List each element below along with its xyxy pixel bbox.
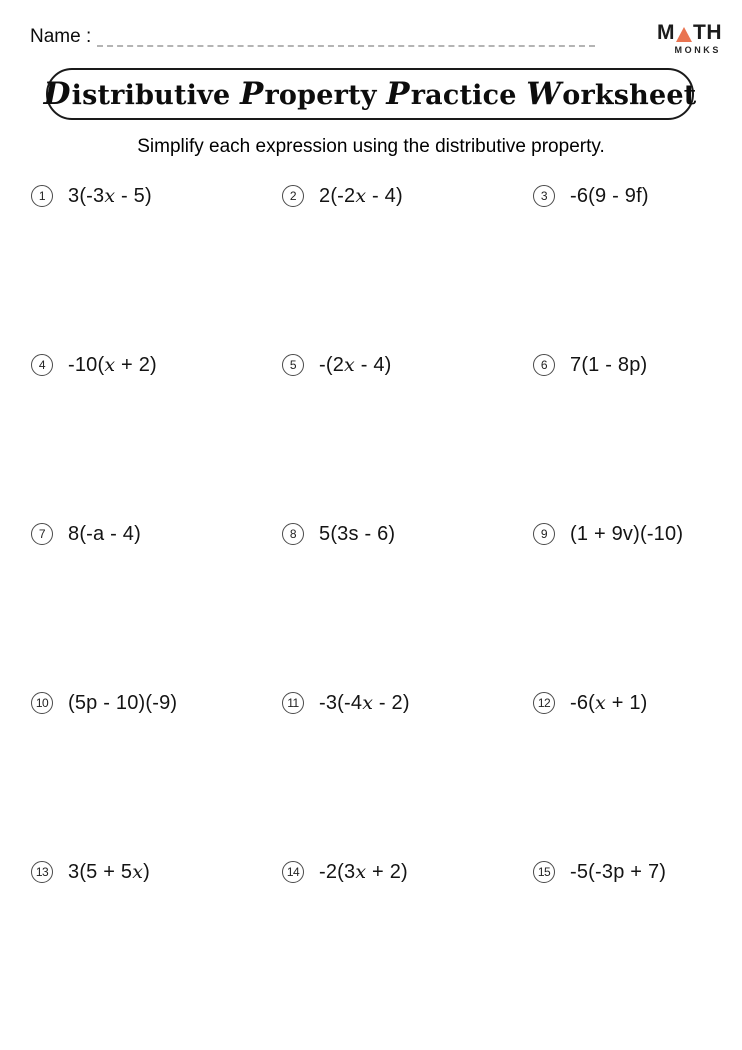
problem-item: [282, 352, 533, 378]
problem-expression: -6(9 - 9f): [570, 184, 649, 207]
logo-triangle-icon: [676, 27, 692, 42]
title-box: [43, 68, 697, 120]
problem-item: [31, 183, 282, 209]
logo-wordmark: [652, 22, 722, 43]
problem-number: 13: [31, 861, 53, 883]
problem-expression: 8(-a - 4): [68, 522, 141, 545]
problem-item: [533, 690, 742, 716]
problem-expression: -3(-4x - 2): [319, 691, 410, 714]
problem-expression: -2(3x + 2): [319, 860, 408, 883]
problem-number: 12: [533, 692, 555, 714]
problem-number: 1: [31, 185, 53, 207]
problem-expression: -5(-3p + 7): [570, 860, 667, 883]
problem-item: [533, 521, 742, 547]
problem-expression: -6(x + 1): [570, 691, 648, 714]
problem-item: [533, 859, 742, 885]
problem-number: 7: [31, 523, 53, 545]
problem-expression: 3(5 + 5x): [68, 860, 151, 883]
worksheet-title: Distributive Property Practice Worksheet: [43, 76, 697, 112]
name-label: Name :: [30, 26, 92, 47]
problem-expression: 2(-2x - 4): [319, 184, 403, 207]
problems-grid: [0, 183, 742, 1028]
problem-number: 8: [282, 523, 304, 545]
problem-item: [282, 859, 533, 885]
problem-number: 11: [282, 692, 304, 714]
problem-item: [31, 859, 282, 885]
logo-letters-th: TH: [693, 21, 722, 44]
problem-number: 5: [282, 354, 304, 376]
name-fill-line: [97, 24, 595, 47]
math-monks-logo: [652, 22, 722, 55]
problem-item: [31, 690, 282, 716]
problem-number: 6: [533, 354, 555, 376]
problem-expression: (5p - 10)(-9): [68, 691, 178, 714]
problem-number: 15: [533, 861, 555, 883]
problem-number: 3: [533, 185, 555, 207]
problem-number: 9: [533, 523, 555, 545]
problem-item: [533, 183, 742, 209]
problem-item: [282, 183, 533, 209]
problem-item: [533, 352, 742, 378]
logo-monks-text: MONKS: [674, 45, 721, 55]
problem-number: 4: [31, 354, 53, 376]
problem-number: 2: [282, 185, 304, 207]
problem-expression: -10(x + 2): [68, 353, 157, 376]
problem-expression: -(2x - 4): [319, 353, 392, 376]
problem-item: [31, 521, 282, 547]
problem-number: 14: [282, 861, 304, 883]
problem-item: [31, 352, 282, 378]
problem-expression: 5(3s - 6): [319, 522, 396, 545]
problem-number: 10: [31, 692, 53, 714]
problem-expression: 3(-3x - 5): [68, 184, 152, 207]
problem-expression: 7(1 - 8p): [570, 353, 648, 376]
logo-letter-m: M: [657, 21, 675, 44]
problem-expression: (1 + 9v)(-10): [570, 522, 684, 545]
instruction-text: Simplify each expression using the distributive property.: [137, 136, 605, 157]
problem-item: [282, 690, 533, 716]
problem-item: [282, 521, 533, 547]
